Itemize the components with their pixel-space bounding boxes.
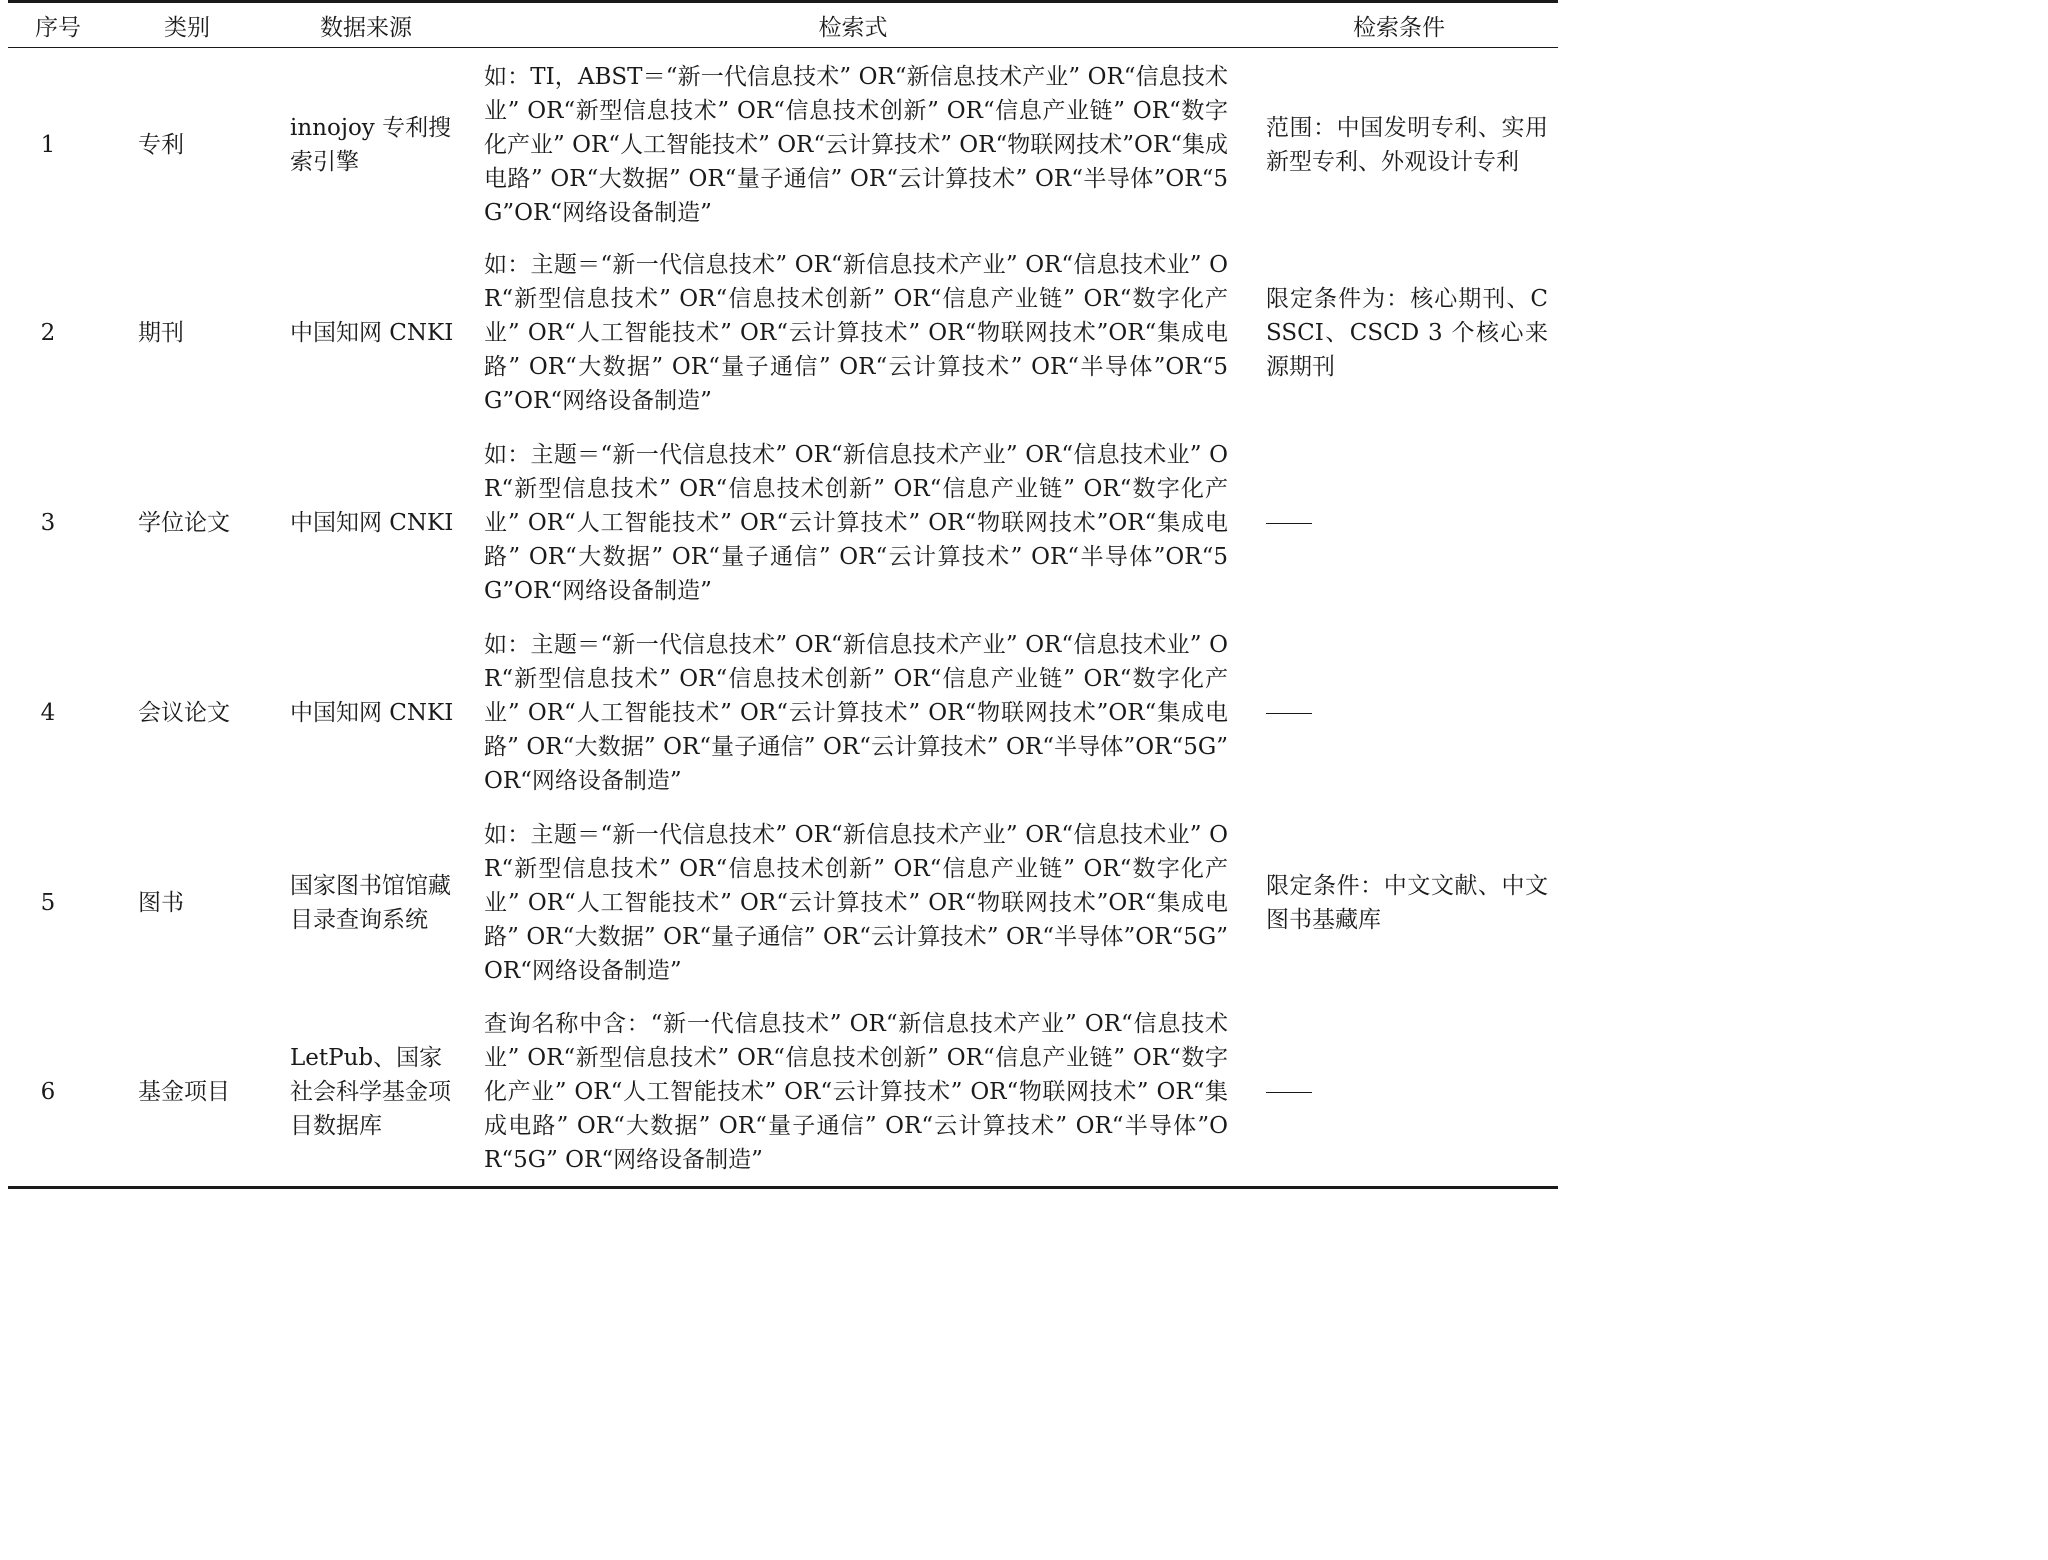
search-strategy-table xyxy=(8,0,1558,1189)
search-strategy-table-container xyxy=(8,0,1558,1189)
table-row xyxy=(8,808,1558,998)
row-data-source: 中国知网 CNKI xyxy=(290,509,454,536)
row-serial-number: 1 xyxy=(40,131,56,158)
table-row xyxy=(8,238,1558,428)
table-row xyxy=(8,618,1558,808)
row-category: 会议论文 xyxy=(138,699,230,726)
empty-condition-dash xyxy=(1266,1092,1312,1093)
row-search-condition xyxy=(1240,998,1558,1188)
table-header xyxy=(8,2,1558,48)
row-data-source: 中国知网 CNKI xyxy=(290,699,454,726)
row-category: 期刊 xyxy=(138,319,184,346)
table-row xyxy=(8,428,1558,618)
row-search-condition: 限定条件：中文文献、中文图书基藏库 xyxy=(1266,872,1548,933)
row-search-expression: 查询名称中含：“新一代信息技术” OR“新信息技术产业” OR“信息技术业” OR“新型信息技术” OR“信息技术创新” OR“信息产业链” OR“数字化产业” OR“人工智能技术” OR“云计算技术” OR“物联网技术” OR“集成电路” OR“大数据” OR“量子通信” OR“云计算技术” OR“半导体”OR“5G” OR“网络设备制造” xyxy=(466,998,1240,1188)
row-search-expression: 如：主题＝“新一代信息技术” OR“新信息技术产业” OR“信息技术业” OR“新型信息技术” OR“信息技术创新” OR“信息产业链” OR“数字化产业” OR“人工智能技术” OR“云计算技术” OR“物联网技术”OR“集成电路” OR“大数据” OR“量子通信” OR“云计算技术” OR“半导体”OR“5G”OR“网络设备制造” xyxy=(484,441,1228,604)
row-serial-number: 6 xyxy=(8,998,108,1188)
row-category: 专利 xyxy=(138,131,184,158)
header-category: 类别 xyxy=(108,2,266,48)
table-row xyxy=(8,48,1558,238)
row-search-expression: 如：TI，ABST＝“新一代信息技术” OR“新信息技术产业” OR“信息技术业” OR“新型信息技术” OR“信息技术创新” OR“信息产业链” OR“数字化产业” OR“人工智能技术” OR“云计算技术” OR“物联网技术”OR“集成电路” OR“大数据” OR“量子通信” OR“云计算技术” OR“半导体”OR“5G”OR“网络设备制造” xyxy=(484,63,1228,226)
header-search-expression: 检索式 xyxy=(466,2,1240,48)
table-row xyxy=(8,998,1558,1188)
row-category: 基金项目 xyxy=(108,998,266,1188)
header-row xyxy=(8,2,1558,48)
row-search-expression: 如：主题＝“新一代信息技术” OR“新信息技术产业” OR“信息技术业” OR“新型信息技术” OR“信息技术创新” OR“信息产业链” OR“数字化产业” OR“人工智能技术” OR“云计算技术” OR“物联网技术”OR“集成电路” OR“大数据” OR“量子通信” OR“云计算技术” OR“半导体”OR“5G” OR“网络设备制造” xyxy=(484,631,1228,794)
header-data-source: 数据来源 xyxy=(266,2,466,48)
row-data-source: LetPub、国家社会科学基金项目数据库 xyxy=(266,998,466,1188)
row-data-source: 国家图书馆馆藏目录查询系统 xyxy=(290,872,451,933)
row-serial-number: 2 xyxy=(40,319,56,346)
row-search-expression: 如：主题＝“新一代信息技术” OR“新信息技术产业” OR“信息技术业” OR“新型信息技术” OR“信息技术创新” OR“信息产业链” OR“数字化产业” OR“人工智能技术” OR“云计算技术” OR“物联网技术”OR“集成电路” OR“大数据” OR“量子通信” OR“云计算技术” OR“半导体”OR“5G”OR“网络设备制造” xyxy=(484,251,1228,414)
row-search-condition xyxy=(1240,618,1558,808)
header-search-condition: 检索条件 xyxy=(1240,2,1558,48)
row-category: 图书 xyxy=(138,889,184,916)
header-serial-number: 序号 xyxy=(8,2,108,48)
table-body xyxy=(8,48,1558,1188)
row-serial-number: 3 xyxy=(40,509,56,536)
row-serial-number: 5 xyxy=(40,889,56,916)
row-serial-number: 4 xyxy=(40,699,56,726)
row-search-condition xyxy=(1240,428,1558,618)
row-search-expression: 如：主题＝“新一代信息技术” OR“新信息技术产业” OR“信息技术业” OR“新型信息技术” OR“信息技术创新” OR“信息产业链” OR“数字化产业” OR“人工智能技术” OR“云计算技术” OR“物联网技术”OR“集成电路” OR“大数据” OR“量子通信” OR“云计算技术” OR“半导体”OR“5G” OR“网络设备制造” xyxy=(484,821,1228,984)
row-data-source: 中国知网 CNKI xyxy=(290,319,454,346)
empty-condition-dash xyxy=(1266,713,1312,714)
row-data-source: innojoy 专利搜索引擎 xyxy=(290,114,452,175)
empty-condition-dash xyxy=(1266,523,1312,524)
row-category: 学位论文 xyxy=(138,509,230,536)
row-search-condition: 范围：中国发明专利、实用新型专利、外观设计专利 xyxy=(1266,114,1548,175)
row-search-condition: 限定条件为：核心期刊、CSSCI、CSCD 3 个核心来源期刊 xyxy=(1266,285,1548,380)
